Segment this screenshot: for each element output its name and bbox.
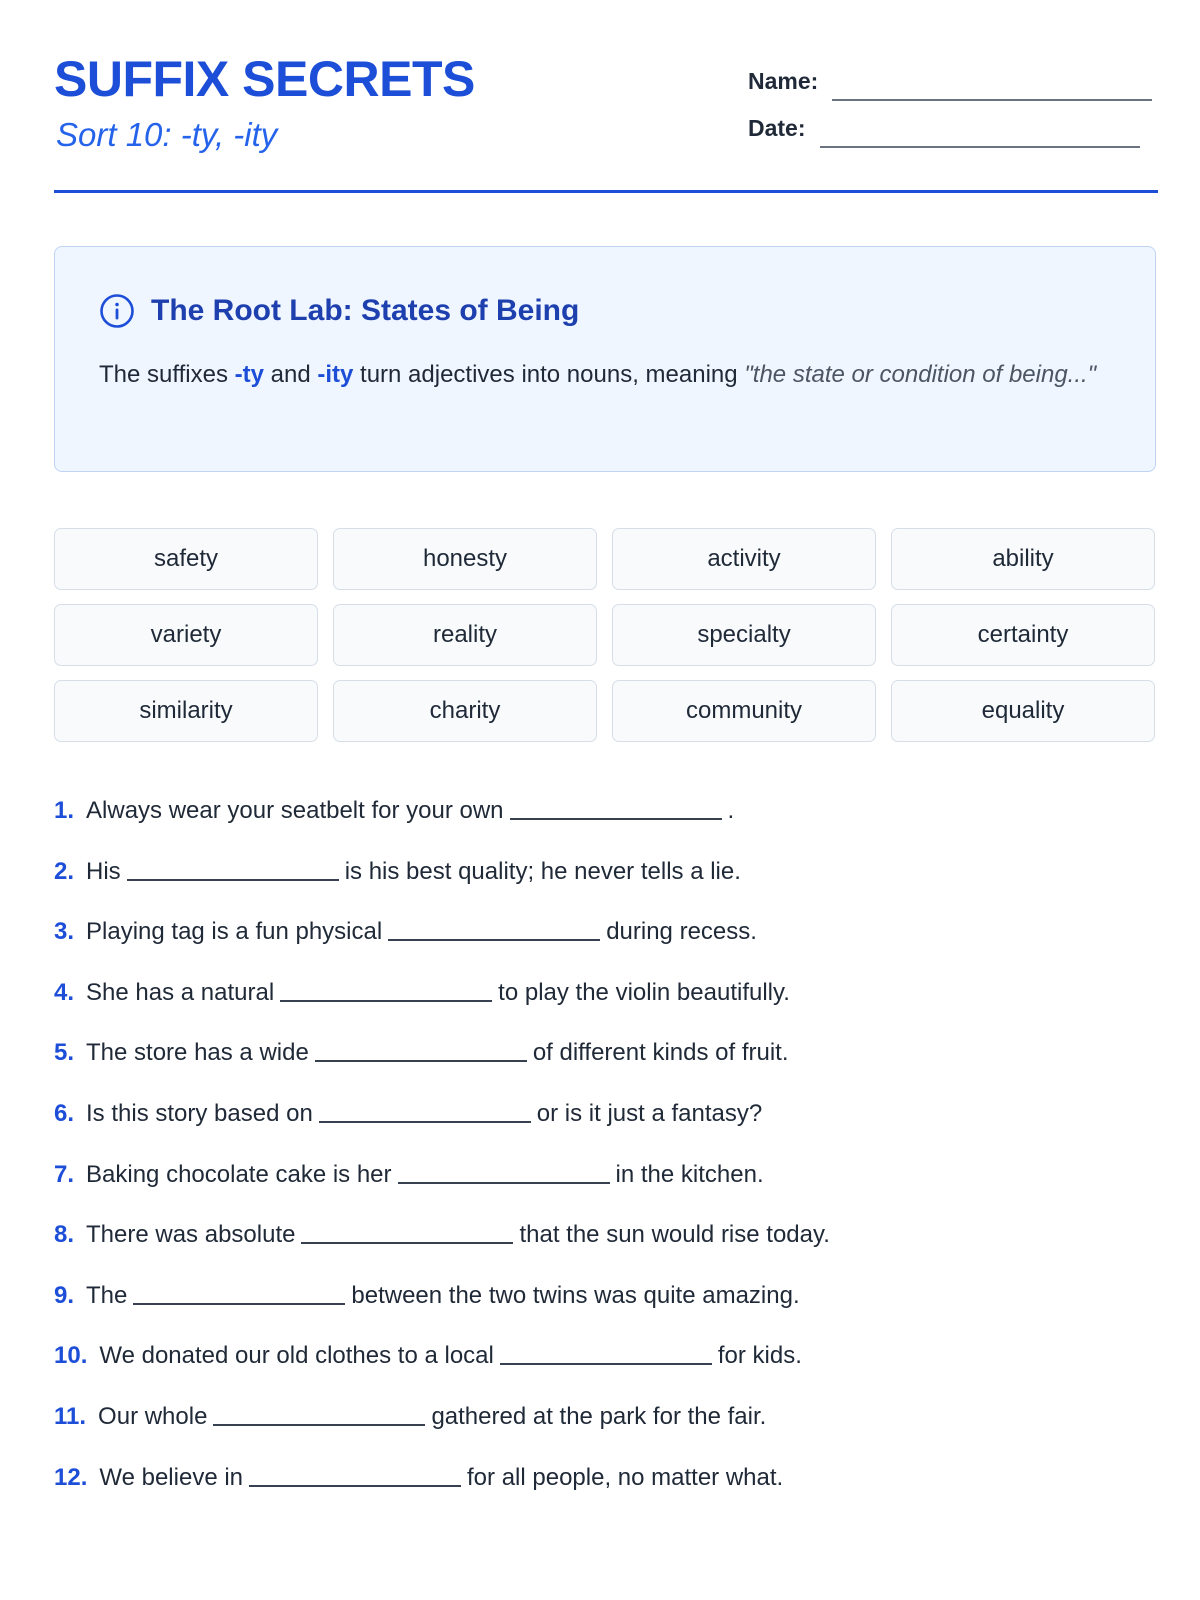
word-chip: variety <box>54 604 318 666</box>
word-bank <box>54 528 1158 742</box>
answer-blank[interactable] <box>133 1281 345 1305</box>
date-line[interactable] <box>820 145 1140 148</box>
suffix-ity: -ity <box>317 361 354 388</box>
question-item <box>54 796 1158 857</box>
question-item <box>54 1099 1158 1160</box>
question-number: 4. <box>54 978 75 1006</box>
date-label: Date: <box>748 115 806 141</box>
answer-blank[interactable] <box>301 1220 513 1244</box>
answer-blank[interactable] <box>315 1038 527 1062</box>
question-item <box>54 978 1158 1039</box>
question-text-before: We donated our old clothes to a local <box>99 1342 494 1370</box>
name-line[interactable] <box>832 98 1152 101</box>
question-text-after: in the kitchen. <box>615 1160 764 1188</box>
info-box-heading <box>99 293 579 329</box>
question-item <box>54 1281 1158 1342</box>
question-text-before: Our whole <box>98 1402 208 1430</box>
question-number: 8. <box>54 1221 75 1249</box>
answer-blank[interactable] <box>213 1402 425 1426</box>
info-text-part-3: turn adjectives into nouns, meaning <box>353 361 745 388</box>
question-number: 5. <box>54 1039 75 1067</box>
question-number: 9. <box>54 1281 75 1309</box>
question-text-after: to play the violin beautifully. <box>498 978 790 1006</box>
question-text-after: is his best quality; he never tells a lie. <box>344 857 741 885</box>
info-box-title: The Root Lab: States of Being <box>151 294 580 327</box>
question-number: 2. <box>54 857 75 885</box>
answer-blank[interactable] <box>249 1463 461 1487</box>
root-lab-info-box <box>54 246 1156 472</box>
word-chip: ability <box>891 528 1155 590</box>
question-item <box>54 1220 1158 1281</box>
question-text-before: Is this story based on <box>86 1099 313 1127</box>
page-title: SUFFIX SECRETS <box>54 51 475 107</box>
question-text-after: that the sun would rise today. <box>519 1221 830 1249</box>
question-text-before: She has a natural <box>86 978 275 1006</box>
question-number: 12. <box>54 1463 88 1491</box>
question-text-after: . <box>727 797 735 824</box>
date-field <box>748 117 1140 144</box>
name-field <box>748 70 1152 97</box>
question-item <box>54 917 1158 978</box>
question-text-before: Baking chocolate cake is her <box>86 1160 392 1188</box>
question-text-before: His <box>86 857 121 885</box>
word-chip: reality <box>333 604 597 666</box>
question-item <box>54 1038 1158 1099</box>
question-text-before: We believe in <box>99 1463 244 1491</box>
question-number: 11. <box>54 1402 87 1430</box>
worksheet-header <box>54 0 1158 193</box>
question-text-after: or is it just a fantasy? <box>536 1099 763 1127</box>
worksheet-page <box>54 0 1158 1491</box>
info-box-text <box>99 355 1099 394</box>
question-number: 1. <box>54 797 75 824</box>
suffix-ty: -ty <box>234 361 264 388</box>
question-item <box>54 1341 1158 1402</box>
question-text-before: The store has a wide <box>86 1039 309 1067</box>
word-chip: equality <box>891 680 1155 742</box>
question-text-after: of different kinds of fruit. <box>532 1039 789 1067</box>
question-text-before: Playing tag is a fun physical <box>86 918 383 946</box>
name-label: Name: <box>748 68 819 94</box>
question-text-after: for kids. <box>717 1342 802 1370</box>
answer-blank[interactable] <box>398 1160 610 1184</box>
question-text-after: for all people, no matter what. <box>467 1463 784 1491</box>
answer-blank[interactable] <box>388 917 600 941</box>
word-chip: activity <box>612 528 876 590</box>
question-number: 7. <box>54 1160 75 1188</box>
word-chip: community <box>612 680 876 742</box>
question-number: 6. <box>54 1099 75 1127</box>
word-chip: safety <box>54 528 318 590</box>
question-list <box>54 796 1158 1523</box>
question-text-before: Always wear your seatbelt for your own <box>86 797 504 824</box>
word-chip: certainty <box>891 604 1155 666</box>
answer-blank[interactable] <box>127 857 339 881</box>
question-text-after: during recess. <box>606 918 757 946</box>
info-circle-icon <box>99 293 135 329</box>
answer-blank[interactable] <box>280 978 492 1002</box>
question-item <box>54 1160 1158 1221</box>
word-chip: similarity <box>54 680 318 742</box>
question-text-after: between the two twins was quite amazing. <box>351 1281 800 1309</box>
question-number: 3. <box>54 918 75 946</box>
answer-blank[interactable] <box>510 796 722 820</box>
word-chip: charity <box>333 680 597 742</box>
word-chip: specialty <box>612 604 876 666</box>
info-text-part-2: and <box>263 361 318 388</box>
question-text-after: gathered at the park for the fair. <box>431 1402 767 1430</box>
question-item <box>54 857 1158 918</box>
question-item <box>54 1402 1158 1463</box>
question-number: 10. <box>54 1342 88 1370</box>
question-text-before: The <box>86 1281 128 1309</box>
answer-blank[interactable] <box>319 1099 531 1123</box>
question-item <box>54 1463 1158 1524</box>
question-text-before: There was absolute <box>86 1221 296 1249</box>
page-subtitle: Sort 10: -ty, -ity <box>56 116 278 153</box>
info-text-part-1: The suffixes <box>99 361 235 388</box>
word-chip: honesty <box>333 528 597 590</box>
answer-blank[interactable] <box>500 1341 712 1365</box>
definition-quote: "the state or condition of being..." <box>744 361 1097 388</box>
